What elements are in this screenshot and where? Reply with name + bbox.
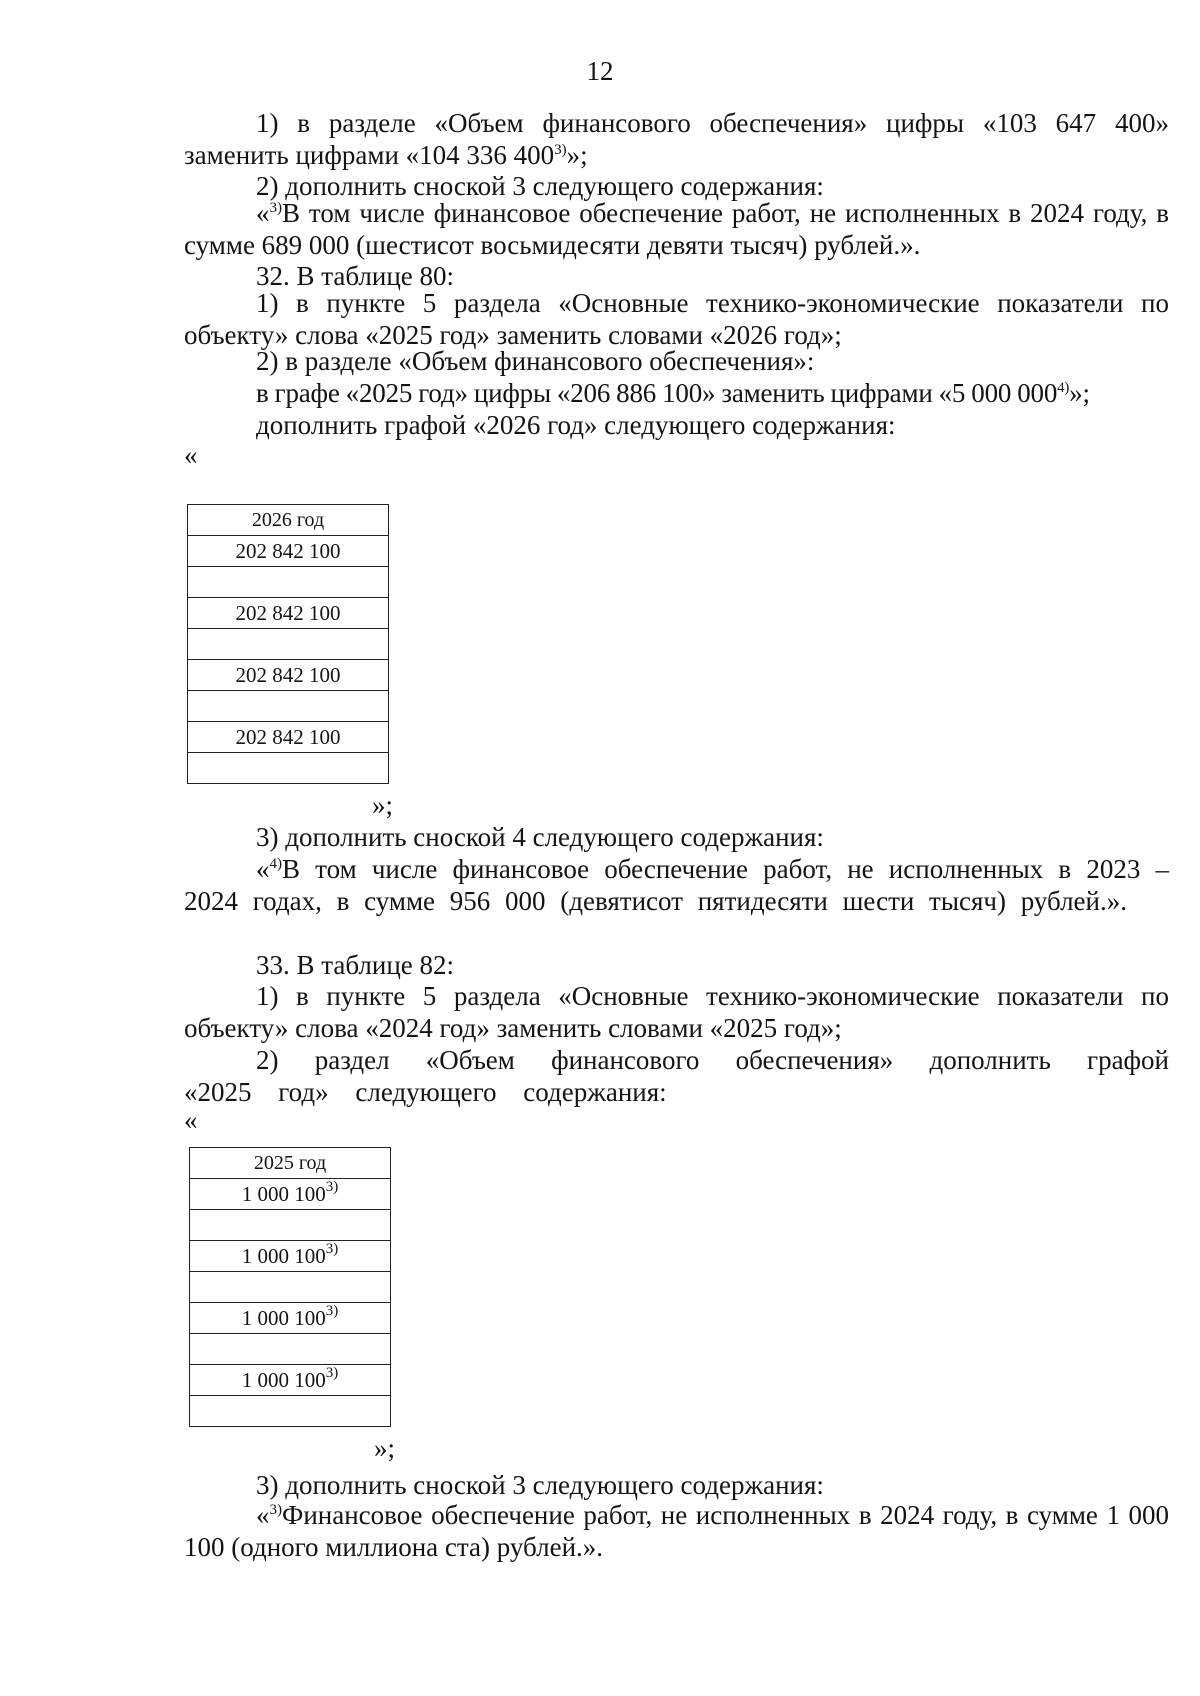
table-1-cell: 202 842 100 <box>188 660 389 691</box>
table-1-cell <box>188 629 389 660</box>
table-1-cell: 202 842 100 <box>188 598 389 629</box>
paragraph-7: в графе «2025 год» цифры «206 886 100» заменить цифрами «5 000 000$^{4)}$»; <box>256 378 1090 408</box>
table-1-cell <box>188 567 389 598</box>
page-number: 12 <box>586 56 614 86</box>
table-2-cell <box>190 1334 391 1365</box>
paragraph-14: 3) дополнить сноской 3 следующего содержания: <box>256 1470 824 1500</box>
table-1-cell: 202 842 100 <box>188 536 389 567</box>
footnote-4-text: «$^{4)}$В том числе финансовое обеспечение работ, не исполненных в 2023 – 2024 годах, в сумме 956 000 (девятисот пятидесяти шести тысяч) рублей.». <box>184 854 1169 916</box>
paragraph-12: 1) в пункте 5 раздела «Основные технико-экономические показатели по объекту» слова «2024 год» заменить словами «2025 год»; <box>184 981 1169 1043</box>
table-2-header: 2025 год <box>190 1148 391 1179</box>
table-2025 <box>189 1147 391 1427</box>
table-2-cell <box>190 1272 391 1303</box>
paragraph-2: 2) дополнить сноской 3 следующего содержания: <box>256 171 824 201</box>
paragraph-5: 1) в пункте 5 раздела «Основные технико-экономические показатели по объекту» слова «2025 год» заменить словами «2026 год»; <box>184 288 1169 350</box>
table-1-cell <box>188 691 389 722</box>
table-1-close-quote: »; <box>372 790 394 820</box>
table-1-cell: 202 842 100 <box>188 722 389 753</box>
table-2-cell <box>190 1396 391 1427</box>
table-2-cell: 1 000 100$^{3)}$ <box>190 1179 391 1210</box>
paragraph-13: 2) раздел «Объем финансового обеспечения» дополнить графой «2025 год» следующего содержания: <box>184 1045 1169 1107</box>
table-2-cell: 1 000 100$^{3)}$ <box>190 1303 391 1334</box>
table-1-cell <box>188 753 389 784</box>
paragraph-table-82: 33. В таблице 82: <box>256 950 455 980</box>
paragraph-1: 1) в разделе «Объем финансового обеспечения» цифры «103 647 400» заменить цифрами «104 336 400$^{3)}$»; <box>184 108 1169 170</box>
table-2026 <box>187 504 389 784</box>
table-2-open-quote: « <box>184 1105 198 1135</box>
paragraph-8: дополнить графой «2026 год» следующего содержания: <box>256 410 896 440</box>
table-1-header: 2026 год <box>188 505 389 536</box>
table-2-cell <box>190 1210 391 1241</box>
table-2-cell: 1 000 100$^{3)}$ <box>190 1365 391 1396</box>
table-1-open-quote: « <box>184 440 198 470</box>
footnote-3-second-text: «$^{3)}$Финансовое обеспечение работ, не исполненных в 2024 году, в сумме 1 000 100 (одного миллиона ста) рублей.». <box>184 1500 1169 1562</box>
paragraph-table-80: 32. В таблице 80: <box>256 261 455 291</box>
paragraph-9: 3) дополнить сноской 4 следующего содержания: <box>256 822 824 852</box>
footnote-3-text: «$^{3)}$В том числе финансовое обеспечение работ, не исполненных в 2024 году, в сумме 689 000 (шестисот восьмидесяти девяти тысяч) рублей.». <box>184 198 1169 260</box>
table-2-cell: 1 000 100$^{3)}$ <box>190 1241 391 1272</box>
paragraph-6: 2) в разделе «Объем финансового обеспечения»: <box>256 346 815 376</box>
table-2-close-quote: »; <box>374 1433 396 1463</box>
